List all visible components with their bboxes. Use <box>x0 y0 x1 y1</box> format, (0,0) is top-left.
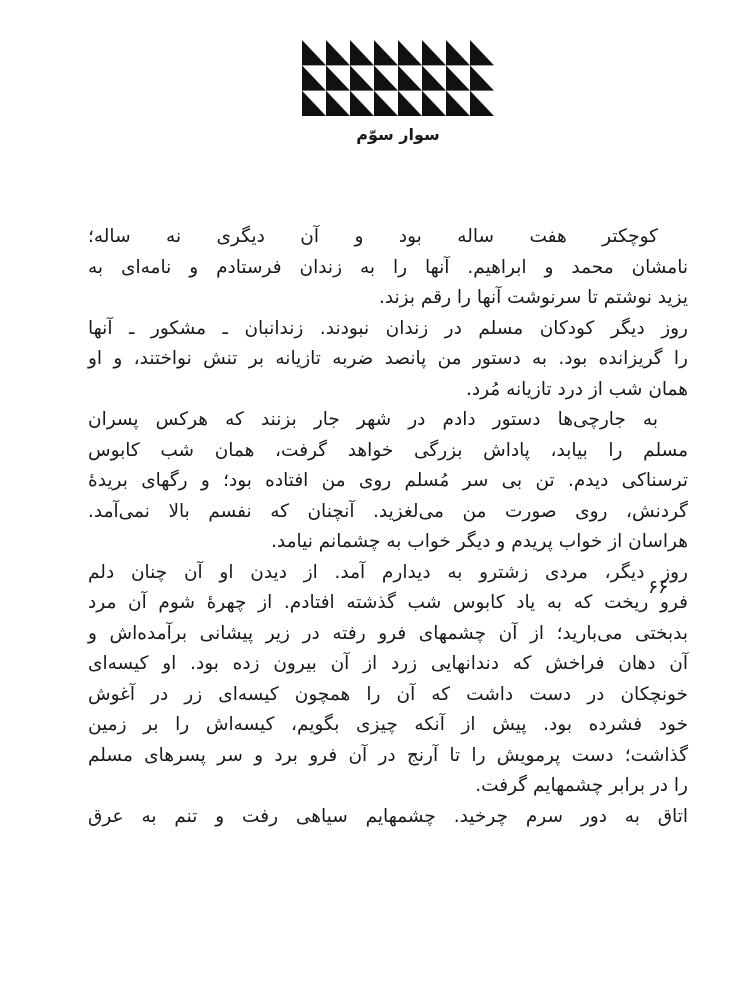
text-line: اتاق به دور سرم چرخید. چشمهایم سیاهی رفت و تنم به عرق <box>88 805 688 827</box>
text-line: بدبختی می‌بارید؛ از آن چشمهای فرو رفته در زیر پیشانی برآمده‌اش و <box>88 622 688 644</box>
ornament-triangle <box>374 91 398 116</box>
text-line: خونچکان در دست داشت که آن را همچون کیسه‌ای زر در آغوش <box>88 683 688 705</box>
ornament-triangle <box>422 65 446 90</box>
text-line: مسلم را بیابد، پاداش بزرگی خواهد گرفت، همان شب کابوس <box>88 439 688 461</box>
text-line: روز دیگر کودکان مسلم در زندان نبودند. زندانبان ـ مشکور ـ آنها <box>88 317 688 339</box>
text-line: یزید نوشتم تا سرنوشت آنها را رقم بزند. <box>378 287 688 308</box>
text-line: را گریزانده بود. به دستور من پانصد ضربه تازیانه بر تنش نواختند، و او <box>88 348 688 369</box>
ornament-triangle <box>446 91 470 116</box>
ornament-triangle <box>302 91 326 116</box>
ornament-triangle <box>326 91 350 116</box>
ornament-triangle <box>398 40 422 65</box>
text-line: را در برابر چشمهایم گرفت. <box>475 775 688 796</box>
ornament-triangle <box>470 91 494 116</box>
text-line: آن دهان فراخش که دندانهایی زرد از آن بیرون زده بود. او کیسه‌ای <box>88 653 688 674</box>
chapter-title: سوار سوّم <box>356 125 440 144</box>
text-line: نامشان محمد و ابراهیم. آنها را به زندان فرستادم و نامه‌ای به <box>88 256 688 278</box>
ornament-triangle <box>446 40 470 65</box>
body-text <box>88 222 688 832</box>
ornament-triangle <box>422 40 446 65</box>
ornament-triangle <box>470 40 494 65</box>
ornament-triangle <box>302 65 326 90</box>
text-line: روز دیگر، مردی زشترو به دیدارم آمد. از دیدن او آن چنان دلم <box>88 561 688 583</box>
ornament-triangle <box>374 40 398 65</box>
text-line: به جارچی‌ها دستور دادم در شهر جار بزنند که هرکس پسران <box>88 409 658 430</box>
ornament-triangle <box>374 65 398 90</box>
text-line: فرو ریخت که به یاد کابوس شب گذشته افتادم. از چهرهٔ شوم آن مرد <box>88 592 688 613</box>
text-line: گردنش، روی صورت من می‌لغزید. آنچنان که نفسم بالا نمی‌آمد. <box>88 500 688 522</box>
ornament-triangle <box>302 40 326 65</box>
ornament-triangle <box>326 40 350 65</box>
ornament-triangle <box>350 91 374 116</box>
text-line: کوچکتر هفت ساله بود و آن دیگری نه ساله؛ <box>88 226 658 247</box>
ornament-triangle <box>398 65 422 90</box>
page-number: ۶۶ <box>648 576 669 598</box>
ornament-triangle <box>350 40 374 65</box>
text-line: همان شب از درد تازیانه مُرد. <box>465 378 688 400</box>
ornament-triangle <box>422 91 446 116</box>
text-line: خود فشرده بود. پیش از آنکه چیزی بگویم، کیسه‌اش را بر زمین <box>88 714 688 735</box>
ornament-triangle <box>350 65 374 90</box>
triangle-ornament-icon <box>302 40 494 116</box>
ornament-triangle <box>446 65 470 90</box>
ornament-triangle <box>398 91 422 116</box>
ornament-triangle <box>470 65 494 90</box>
text-line: ترسناکی دیدم. تن بی سر مُسلم روی من افتاده بود؛ و رگهای بریدهٔ <box>88 470 688 491</box>
text-line: گذاشت؛ دست پرمویش را تا آرنج در آن فرو برد و سر پسرهای مسلم <box>88 744 688 766</box>
ornament-triangle <box>326 65 350 90</box>
text-line: هراسان از خواب پریدم و دیگر خواب به چشمانم نیامد. <box>270 531 688 552</box>
